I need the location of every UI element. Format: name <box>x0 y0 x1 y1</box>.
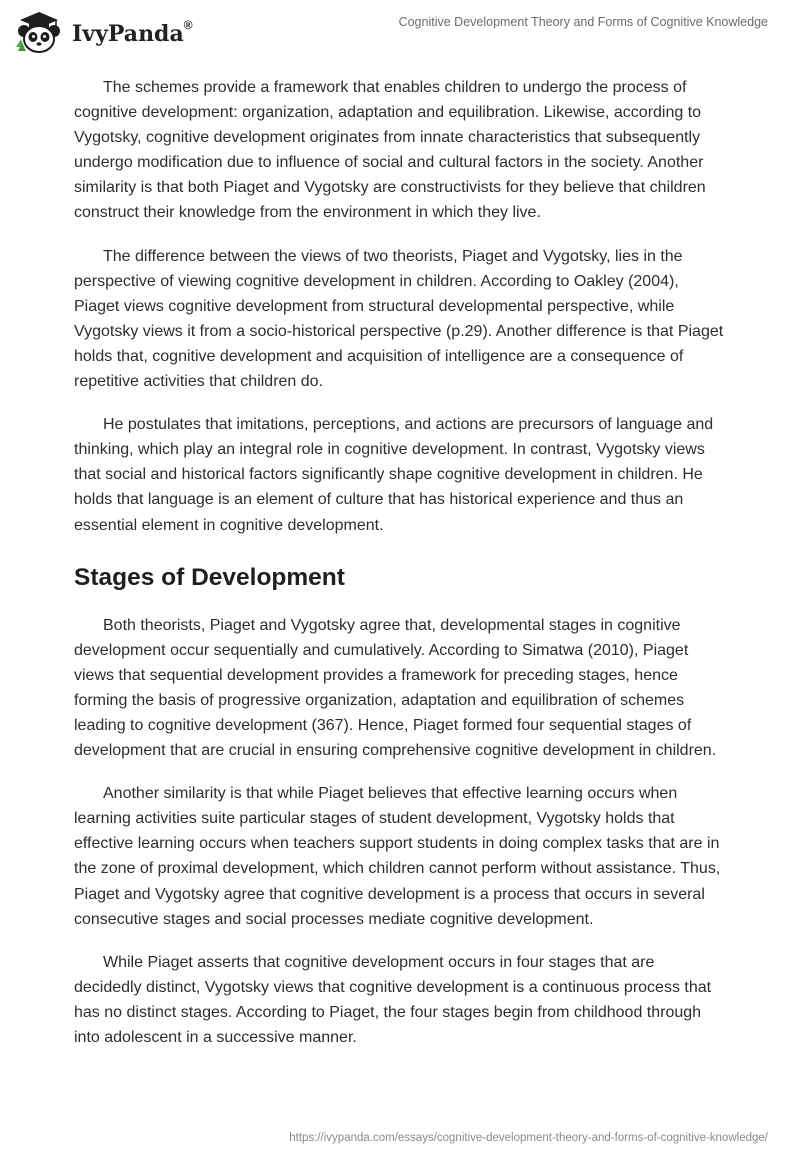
section-heading: Stages of Development <box>74 563 345 591</box>
source-url[interactable]: https://ivypanda.com/essays/cognitive-development-theory-and-forms-of-cognitive-knowledge/ <box>289 1132 768 1144</box>
document-title: Cognitive Development Theory and Forms of Cognitive Knowledge <box>398 15 768 29</box>
paragraph: The schemes provide a framework that enables children to undergo the process of cognitive development: organization, adaptation and equilibration. Likewise, according to Vygotsky, cognitive development originates from innate characteristics that subsequently undergo modification due to influence of social and cultural factors in the society. Another similarity is that both Piaget and Vygotsky are constructivists for they believe that children construct their knowledge from the environment in which they live. <box>74 79 706 222</box>
paragraph: The difference between the views of two theorists, Piaget and Vygotsky, lies in the perspective of viewing cognitive development in children. According to Oakley (2004), Piaget views cognitive development from structural developmental perspective, while Vygotsky views it from a socio-historical perspective (p.29). Another difference is that Piaget holds that, cognitive development and acquisition of intelligence are a consequence of repetitive activities that children do. <box>74 247 724 391</box>
brand-logo[interactable] <box>12 8 193 56</box>
paragraph: He postulates that imitations, perceptions, and actions are precursors of language and thinking, which play an integral role in cognitive development. In contrast, Vygotsky views that social and historical factors significantly shape cognitive development in children. He holds that language is an element of culture that has historical experience and thus an essential element in cognitive development. <box>74 416 714 534</box>
brand-name: IvyPanda® <box>72 17 193 47</box>
paragraph: While Piaget asserts that cognitive development occurs in four stages that are decidedly distinct, Vygotsky views that cognitive development is a continuous process that has no distinct stages. According to Piaget, the four stages begin from childhood through into adolescent in a successive manner. <box>74 953 712 1046</box>
paragraph: Another similarity is that while Piaget believes that effective learning occurs when learning activities suite particular stages of student development, Vygotsky holds that effective learning occurs when teachers support students in doing complex tasks that are in the zone of proximal development, which children cannot perform without assistance. Thus, Piaget and Vygotsky agree that cognitive development is a process that occurs in several consecutive stages and social processes mediate cognitive development. <box>74 785 721 928</box>
paragraph: Both theorists, Piaget and Vygotsky agree that, developmental stages in cognitive development occur sequentially and cumulatively. According to Simatwa (2010), Piaget views that sequential development provides a framework for preceding stages, hence forming the basis of progressive organization, adaptation and equilibration of schemes leading to cognitive development (367). Hence, Piaget formed four sequential stages of development that are crucial in ensuring comprehensive cognitive development in children. <box>74 616 717 760</box>
panda-graduation-cap-icon <box>12 9 66 55</box>
essay-body <box>74 75 724 1068</box>
page-header <box>0 0 800 62</box>
